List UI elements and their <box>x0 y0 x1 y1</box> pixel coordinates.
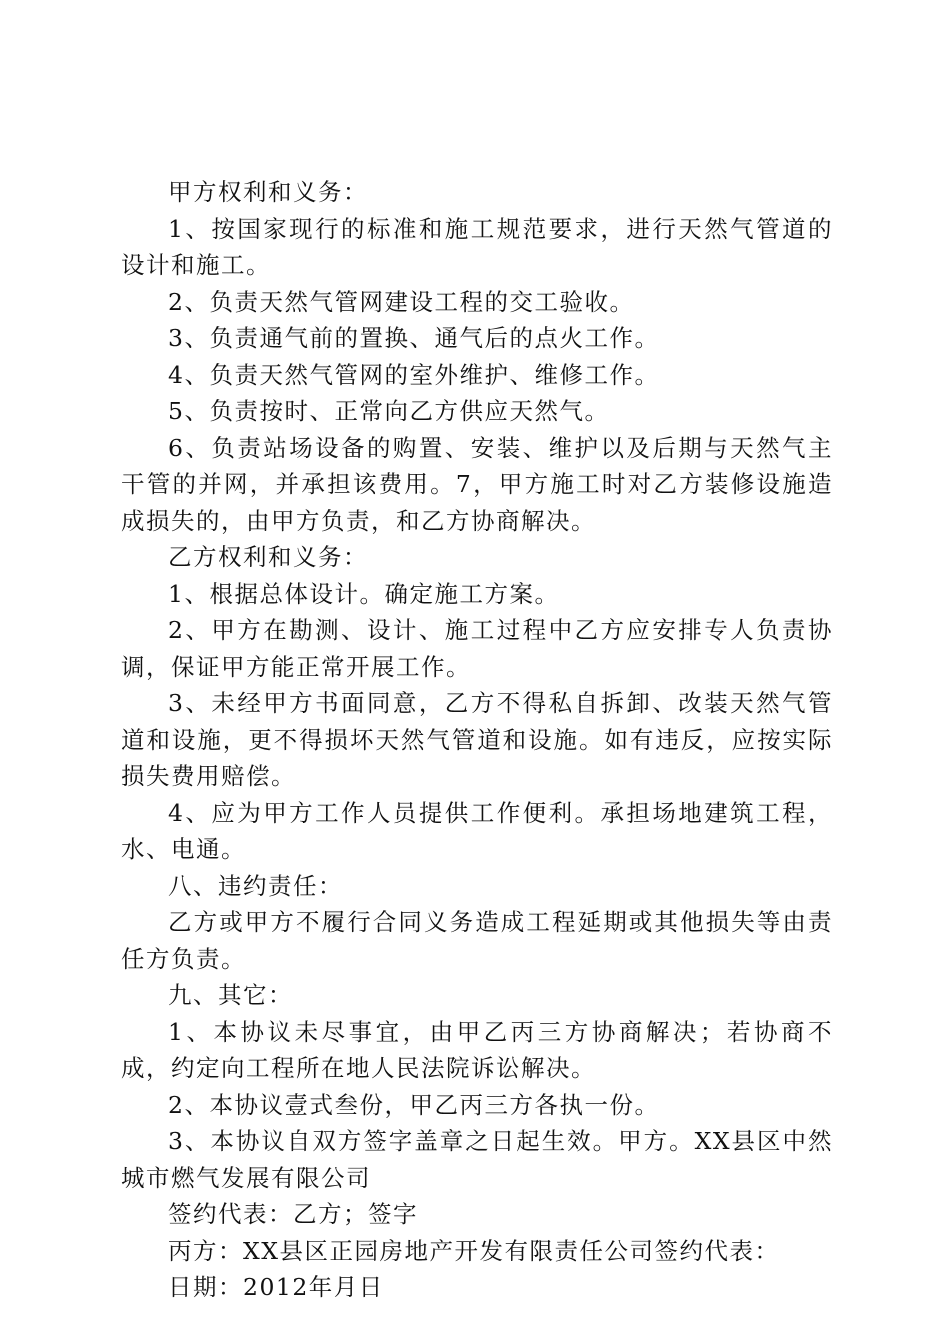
date-line: 日期：2012年月日 <box>168 1273 384 1301</box>
paragraph-b-3: 3、未经甲方书面同意，乙方不得私自拆卸、改装天然气管道和设施，更不得损坏天然气管道和设施。如有违反，应按实际损失费用赔偿。 <box>121 689 833 790</box>
signature-line-party-c: 丙方：XX县区正园房地产开发有限责任公司签约代表： <box>168 1236 780 1265</box>
paragraph-other-3: 3、本协议自双方签字盖章之日起生效。甲方。XX县区中然城市燃气发展有限公司 <box>121 1127 833 1192</box>
paragraph-other-2: 2、本协议壹式叁份，甲乙丙三方各执一份。 <box>168 1090 660 1119</box>
section-heading-liability: 八、违约责任： <box>168 871 343 900</box>
paragraph-a-4: 4、负责天然气管网的室外维护、维修工作。 <box>168 360 660 389</box>
paragraph-liability: 乙方或甲方不履行合同义务造成工程延期或其他损失等由责任方负责。 <box>121 908 833 973</box>
paragraph-a-2: 2、负责天然气管网建设工程的交工验收。 <box>168 287 635 316</box>
paragraph-b-4: 4、应为甲方工作人员提供工作便利。承担场地建筑工程，水、电通。 <box>121 798 833 863</box>
paragraph-a-5: 5、负责按时、正常向乙方供应天然气。 <box>168 397 610 425</box>
paragraph-b-2: 2、甲方在勘测、设计、施工过程中乙方应安排专人负责协调，保证甲方能正常开展工作。 <box>121 616 833 681</box>
section-heading-party-a-rights: 甲方权利和义务： <box>168 178 368 206</box>
paragraph-a-6: 6、负责站场设备的购置、安装、维护以及后期与天然气主干管的并网，并承担该费用。7，甲方施工时对乙方装修设施造成损失的，由甲方负责，和乙方协商解决。 <box>121 433 833 535</box>
paragraph-a-1: 1、按国家现行的标准和施工规范要求，进行天然气管道的设计和施工。 <box>121 214 833 279</box>
paragraph-other-1: 1、本协议未尽事宜，由甲乙丙三方协商解决；若协商不成，约定向工程所在地人民法院诉讼解决。 <box>121 1017 833 1082</box>
paragraph-b-1: 1、根据总体设计。确定施工方案。 <box>168 579 560 608</box>
section-heading-party-b-rights: 乙方权利和义务： <box>168 543 368 571</box>
signature-line-representative: 签约代表：乙方；签字 <box>168 1200 418 1228</box>
document-body <box>121 174 833 1306</box>
section-heading-other: 九、其它： <box>168 981 293 1009</box>
paragraph-a-3: 3、负责通气前的置换、通气后的点火工作。 <box>168 324 660 352</box>
